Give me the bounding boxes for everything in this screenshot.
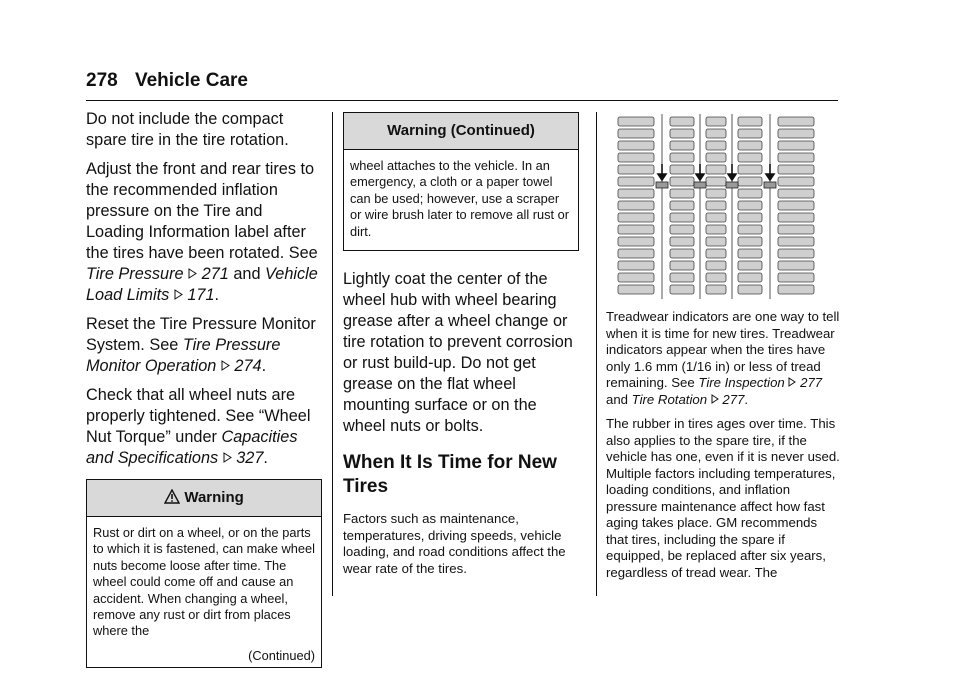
column-3 (606, 114, 840, 589)
header-rule (86, 100, 838, 101)
page-ref[interactable]: 277 (722, 391, 745, 407)
section-heading: When It Is Time for New Tires (343, 452, 557, 498)
page-reference-arrow-icon (174, 286, 183, 304)
paragraph: Lightly coat the center of the wheel hub with wheel bearing grease after a wheel change or tire rotation to prevent corrosion or rust build-up. Do not get grease on the flat wheel mounting surface or on the wheel nuts or bolts. (343, 270, 573, 436)
warning-box (86, 479, 322, 668)
text: Reset the Tire Pressure Monitor System. See (86, 315, 316, 354)
column-2 (343, 112, 579, 585)
warning-box-continued (343, 112, 579, 251)
treadwear-indicator-illustration (606, 114, 826, 299)
warning-body: Rust or dirt on a wheel, or on the parts to which it is fastened, can make wheel nuts become loose after time. The wheel could come off and cause an accident. When changing a wheel, remove any rust or dirt from places where the (93, 525, 315, 639)
page-ref[interactable]: 171 (187, 286, 215, 304)
text: Treadwear indicators are one way to tell when it is time for new tires. Treadwear indicators appear when the tires have only 1.6 mm (1/16 in) or less of tread remaining. See (606, 309, 840, 390)
page-ref[interactable]: 271 (201, 265, 229, 283)
warning-triangle-icon (164, 489, 180, 506)
link-tire-pressure[interactable]: Tire Pressure (86, 265, 184, 283)
link-capacities-specs[interactable]: Capacities and Specifications (86, 428, 298, 467)
text: and (606, 391, 632, 407)
paragraph: Check that all wheel nuts are properly tightened. See “Wheel Nut Torque” under Capacities and Specifications 327. (86, 386, 311, 467)
paragraph: Adjust the front and rear tires to the recommended inflation pressure on the Tire and Loading Information label after the tires have been rotated. See Tire Pressure 271 and Vehicle Load Limits 171. (86, 160, 318, 304)
section-title: Vehicle Care (134, 70, 249, 91)
warning-body: wheel attaches to the vehicle. In an emergency, a cloth or a paper towel can be used; however, use a scraper or wire brush later to remove all rust or dirt. (350, 158, 570, 239)
tread-rib (618, 117, 654, 294)
paragraph: The rubber in tires ages over time. This also applies to the spare tire, if the vehicle has one, even if it is never used. Multiple factors including temperatures, loading conditions, and inflation pressure maintenance affect how fast aging takes place. GM recommends that tires, including the spare if equipped, be replaced after six years, regardless of tread wear. The (606, 416, 840, 580)
paragraph: Do not include the compact spare tire in the tire rotation. (86, 110, 289, 149)
page-number: 278 (86, 70, 118, 91)
page-reference-arrow-icon (223, 449, 232, 467)
link-tpms-operation[interactable]: Tire Pressure Monitor Operation (86, 336, 281, 375)
page-ref[interactable]: 277 (800, 375, 823, 390)
page-ref[interactable]: 274 (234, 357, 262, 375)
page-reference-arrow-icon (711, 392, 719, 407)
link-vehicle-load-limits[interactable]: Vehicle Load Limits (86, 265, 318, 304)
page-reference-arrow-icon (221, 357, 230, 375)
link-tire-rotation[interactable]: Tire Rotation (631, 391, 708, 407)
paragraph: Reset the Tire Pressure Monitor System. See Tire Pressure Monitor Operation 274. (86, 315, 316, 375)
page-reference-arrow-icon (188, 265, 197, 283)
text: Check that all wheel nuts are properly tightened. See “Wheel Nut Torque” under (86, 386, 311, 446)
page-reference-arrow-icon (788, 375, 796, 390)
warning-title-bar: Warning (Continued) (344, 113, 578, 150)
text: Adjust the front and rear tires to the recommended inflation pressure on the Tire and Loading Information label after the tires have been rotated. See (86, 160, 318, 262)
link-tire-inspection[interactable]: Tire Inspection (698, 375, 785, 390)
column-divider (596, 112, 597, 596)
paragraph: Treadwear indicators are one way to tell when it is time for new tires. Treadwear indicators appear when the tires have only 1.6 mm (1/16 in) or less of tread remaining. See Tire Inspection 277 and Tire Rotation 277. (606, 309, 840, 407)
column-1 (86, 109, 322, 668)
continued-label: (Continued) (248, 647, 315, 663)
page-ref[interactable]: 327 (236, 449, 264, 467)
text: and (228, 265, 266, 283)
warning-title-bar (87, 480, 321, 517)
paragraph: Factors such as maintenance, temperatures, driving speeds, vehicle loading, and road conditions affect the wear rate of the tires. (343, 511, 566, 576)
page-header (86, 70, 248, 92)
column-divider (332, 112, 333, 596)
warning-title: Warning (184, 489, 244, 506)
